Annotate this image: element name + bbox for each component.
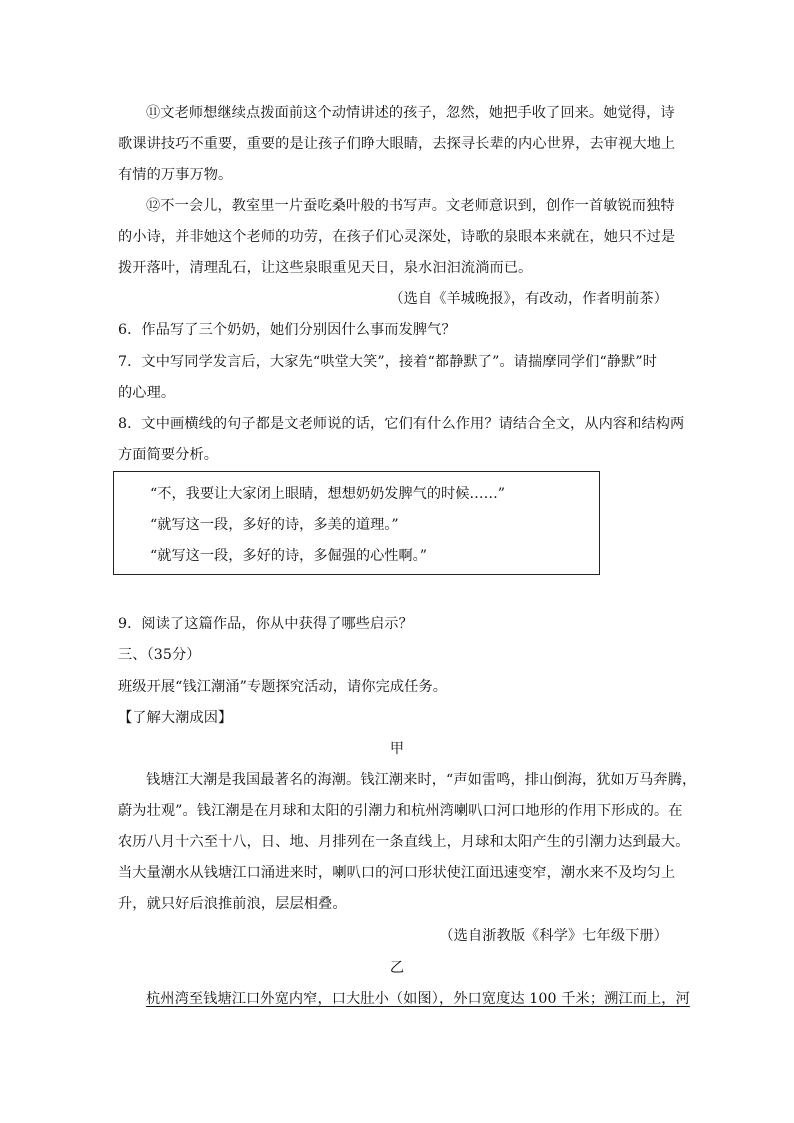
question-8-line2: 方面简要分析。 [118,447,219,463]
quote-3: “就写这一段，多好的诗，多倔强的心性啊。” [150,548,427,564]
para11-line1: ⑪文老师想继续点拨面前这个动情讲述的孩子，忽然，她把手收了回来。她觉得，诗 [146,105,675,121]
question-6: 6．作品写了三个奶奶，她们分别因什么事而发脾气？ [118,322,456,338]
para12-line2: 的小诗，并非她这个老师的功劳，在孩子们心灵深处，诗歌的泉眼本来就在，她只不过是 [118,229,676,245]
quote-2: “就写这一段，多好的诗，多美的道理。” [150,517,399,533]
jia-line5: 升，就只好后浪推前浪，层层相叠。 [118,896,347,912]
question-9: 9．阅读了这篇作品，你从中获得了哪些启示？ [118,616,413,632]
question-7-line1: 7．文中写同学发言后，大家先“哄堂大笑”，接着“都静默了”。请揣摩同学们“静默”时 [118,354,658,370]
para11-line2: 歌课讲技巧不重要，重要的是让孩子们睁大眼睛，去探寻长辈的内心世界，去审视大地上 [118,136,676,152]
jia-label: 甲 [389,741,405,757]
question-8-line1: 8．文中画横线的句子都是文老师说的话，它们有什么作用？请结合全文，从内容和结构两 [118,416,685,432]
source-citation: （选自《羊城晚报》，有改动，作者明前茶） [389,291,668,307]
yi-line1: 杭州湾至钱塘江口外宽内窄，口大肚小（如图），外口宽度达 100 千米；溯江而上，河 [146,991,690,1007]
section-intro: 班级开展“钱江潮涌”专题探究活动，请你完成任务。 [118,679,448,695]
para12-line1: ⑫不一会儿，教室里一片蚕吃桑叶般的书写声。文老师意识到，创作一首敏锐而独特 [146,198,675,214]
question-7-line2: 的心理。 [118,385,176,401]
jia-line2: 蔚为壮观”。钱江潮是在月球和太阳的引潮力和杭州湾喇叭口河口地形的作用下形成的。在 [118,803,683,819]
para12-line3: 拨开落叶，清理乱石，让这些泉眼重见天日，泉水汩汩流淌而已。 [118,260,533,276]
quote-box [113,471,600,575]
jia-source: （选自浙教版《科学》七年级下册） [439,928,668,944]
jia-line4: 当大量潮水从钱塘江口涌进来时，喇叭口的河口形状使江面迅速变窄，潮水来不及均匀上 [118,865,676,881]
yi-label: 乙 [389,960,405,976]
jia-line3: 农历八月十六至十八，日、地、月排列在一条直线上，月球和太阳产生的引潮力达到最大。 [118,834,690,850]
section-heading: 三、（35分） [118,647,201,663]
task-title: 【了解大潮成因】 [118,710,233,726]
quote-1: “不，我要让大家闭上眼睛，想想奶奶发脾气的时候……” [150,486,506,502]
para11-line3: 有情的万事万物。 [118,167,233,183]
jia-line1: 钱塘江大潮是我国最著名的海潮。钱江潮来时，“声如雷鸣，排山倒海，犹如万马奔腾， [146,772,697,788]
